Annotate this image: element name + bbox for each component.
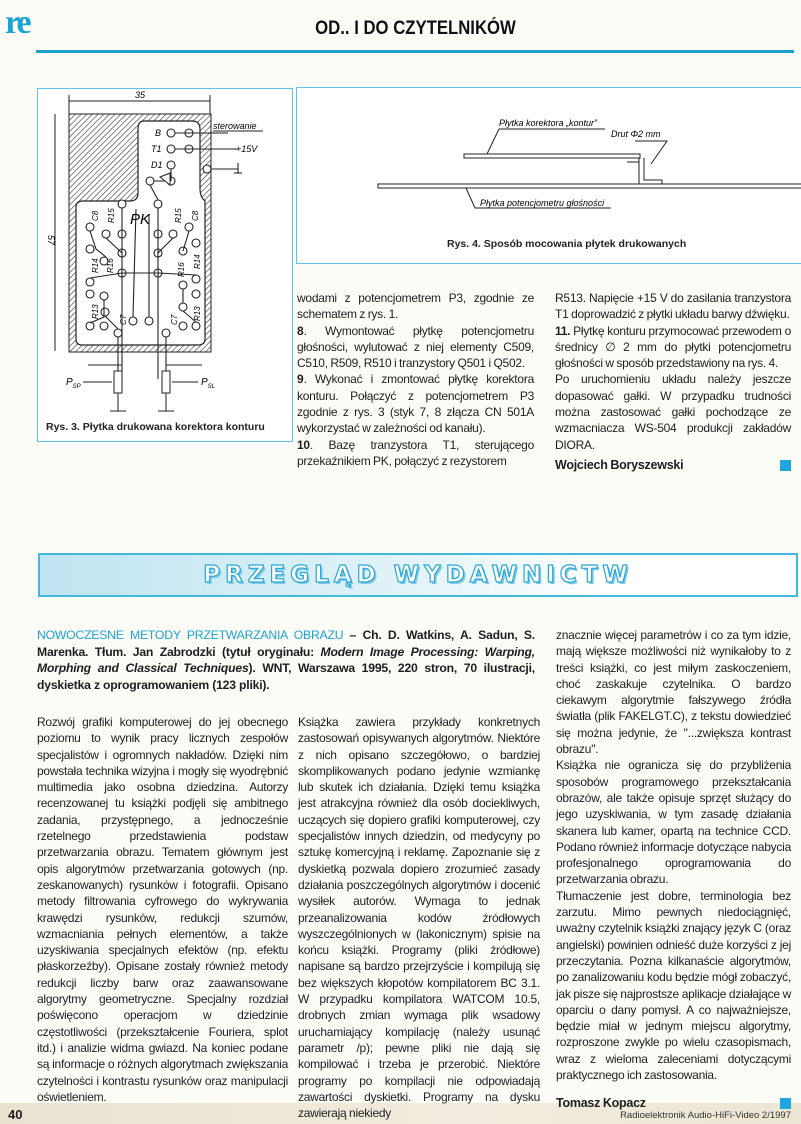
- dim-height-label: 57: [46, 235, 56, 246]
- label-r15-right: R15: [174, 208, 183, 223]
- label-c8-left: C8: [91, 210, 100, 221]
- article1-signature-line: [555, 457, 791, 474]
- section-banner: [38, 553, 798, 597]
- label-b: B: [155, 128, 162, 138]
- paragraph: znacznie więcej parametrów i co za tym idzie, mają większe możliwości niż wynikałoby to z treści książki, co jest miłym zaskoczeniem, choć zaskakuje czytelnika. O bardzo ciekawym algorytmie fałszywego źródła światła (plik FAKELGT.C), z tekstu dowiedzieć się można jedynie, że "...zwiększa kontrast obrazu".: [556, 628, 791, 757]
- label-pot-board: Płytka potencjometru głośności: [480, 198, 605, 208]
- paragraph: R513. Napięcie +15 V do zasilania tranzystora T1 doprowadzić z płytki układu barwy dźwięku.: [555, 291, 791, 322]
- label-c8-right: C8: [191, 210, 200, 221]
- label-c7-left: C7: [119, 314, 128, 325]
- article1-author: Wojciech Boryszewski: [555, 457, 684, 472]
- page-number: 40: [8, 1107, 23, 1122]
- label-sterowanie: sterowanie: [213, 121, 257, 131]
- label-r14-right: R14: [193, 254, 202, 269]
- figure-3-caption: Rys. 3. Płytka drukowana korektora konturu: [46, 421, 265, 433]
- original-title: Modern Image Processing: Warping, Morphing and Classical Techniques: [37, 644, 535, 675]
- label-r16-right: R16: [177, 262, 186, 277]
- review-column-3: [556, 627, 791, 1112]
- review-column-2: [298, 714, 540, 1121]
- figure-4: [296, 87, 801, 264]
- label-t1: T1: [151, 144, 162, 154]
- potentiometers: [83, 365, 202, 411]
- label-c7-right: C7: [170, 314, 179, 325]
- label-psl: $P_{SL}$: [201, 377, 216, 390]
- paragraph: Książka nie ogranicza się do przybliżenia sposobów programowego przekształcania obrazów, ale także opisuje sprzęt służący do jego uzyskiwania, w tym zasadę działania skanera lub kamer, opartą na technice CCD. Podano również informacje dotyczące nabycia profesjonalnego oprogramowania do przetwarzania obrazu.: [556, 758, 791, 887]
- mounting-diagram: [297, 88, 801, 263]
- banner-title: PRZEGLĄD WYDAWNICTW: [203, 562, 633, 588]
- review-author: Tomasz Kopacz: [556, 1096, 646, 1111]
- paragraph: wodami z potencjometrem P3, zgodnie ze schematem z rys. 1.: [297, 291, 534, 322]
- paragraph: Tłumaczenie jest dobre, terminologia bez zarzutu. Mimo pewnych niedociągnięć, uważny czytelnik książki znający język C (oraz angielski) powinien odnieść duże korzyści z jej przeczytania. Pozna kilkanaście algorytmów, po zanalizowaniu kodu będzie mógł zobaczyć, jak pisze się najprostsze aplikacje działające w oparciu o dany pomysł. A co najważniejsze, będzie miał w jednym miejscu algorytmy, rozproszone zwykle po wielu czasopismach, wraz z wieloma zaleceniami dotyczącymi praktycznego ich zastosowania.: [556, 888, 791, 1083]
- label-pk: PK: [130, 211, 151, 228]
- publication-info: Radioelektronik Audio-HiFi-Video 2/1997: [620, 1110, 791, 1121]
- label-r14-left: R14: [91, 258, 100, 273]
- review-column-1: [37, 714, 288, 1105]
- paragraph: Rozwój grafiki komputerowej do jej obecnego poziomu to wynik pracy licznych zespołów specjalistów i ogromnych nakładów. Dzięki nim powstała technika wizyjna i mogły się wyodrębnić multimedia jako osobna dziedzina. Autorzy recenzowanej tu książki podjęli się ambitnego zadania, przystępnego, a jednocześnie rzetelnego przedstawienia podstaw przetwarzania obrazu. Tematem głównym jest opis algorytmów przetwarzania gotowych (np. zeskanowanych) rysunków i fotografii. Opisano metody filtrowania cyfrowego do wykrywania krawędzi rysunków, redukcji szumów, wzmacniania pełnych elementów, a także uzyskiwania specjalnych efektów (np. efektu płaskorzeźby). Opisane zostały również metody redukcji liczby barw oraz zaawansowane algorytmy geometryczne. Specjalny rozdział poświęcono operacjom w dziedzinie częstotliwości (przekształcenie Fouriera, splot itd.) i analizie widma gwiazd. Na koniec podane są informacje o różnych algorytmach zwiększania czytelności i kontrastu rysunków oraz manipulacji oświetleniem.: [37, 715, 288, 1104]
- pcb-diagram: [38, 89, 292, 441]
- header-rule: [36, 50, 794, 53]
- end-mark-square: [780, 1098, 791, 1109]
- label-r16-left: R16: [106, 258, 115, 273]
- article1-column-3: [555, 290, 791, 474]
- end-mark-square: [780, 460, 791, 471]
- figure-4-caption: Rys. 4. Sposób mocowania płytek drukowanych: [447, 238, 687, 250]
- magazine-logo: re: [5, 4, 29, 41]
- wire: [627, 158, 662, 184]
- article1-column-2: [297, 290, 534, 469]
- label-wire: Drut Φ2 mm: [611, 129, 661, 139]
- label-r13-right: R13: [193, 306, 202, 321]
- step-11: 11. Płytkę konturu przymocować przewodem o średnicy ∅ 2 mm do płytki potencjometru głośności w sposób przedstawiony na rys. 4.: [555, 323, 791, 371]
- figure-3: [37, 88, 293, 442]
- label-15v: +15V: [236, 144, 258, 154]
- dim-width-label: 35: [135, 90, 146, 100]
- step-9: 9. Wykonać i zmontować płytkę korektora konturu. Połączyć z potencjometrem P3 zgodnie z rys. 3 (styk 7, 8 złącza CN 501A wykorzystać w zależności od kanału).: [297, 372, 534, 436]
- label-psp: $P_{SP}$: [66, 377, 81, 390]
- paragraph: Książka zawiera przykłady konkretnych zastosowań opisywanych algorytmów. Niektóre z nich opisano szczegółowo, o bardziej skomplikowanych podano jedynie wzmiankę lub skutek ich działania. Dzięki temu książka jest atrakcyjna również dla osób dociekliwych, uczących się dopiero grafiki komputerowej, czy specjalistów innych dziedzin, od medycyny po sztukę komercyjną i reklamę. Zapoznanie się z dyskietką pozwala dopiero zrozumieć zasady działania poszczególnych algorytmów i docenić wysiłek autorów. Wymaga to jednak przeanalizowania kodów źródłowych wyszczególnionych w (lakonicznym) spisie na końcu książki. Programy (pliki źródłowe) napisane są bardzo przejrzyście i kompilują się bez większych kłopotów kompilatorem BC 3.1. W przypadku kompilatora WATCOM 10.5, drobnych zmian wymaga plik wsadowy uruchamiający kompilację (należy usunąć parametr /p); pewne pliki nie dają się kompilować i trzeba je przerobić. Niektóre programy po kompilacji nie odpowiadają zawartości dyskietki. Programy na dysku zawierają niekiedy: [298, 715, 540, 1121]
- label-corrector-board: Płytka korektora „kontur”: [499, 118, 598, 128]
- step-8: 8. Wymontować płytkę potencjometru głośności, wylutować z niej elementy C509, C510, R509, R510 i tranzystory Q501 i Q502.: [297, 323, 534, 371]
- book-title: NOWOCZESNE METODY PRZETWARZANIA OBRAZU: [37, 628, 344, 642]
- label-r13-left: R13: [91, 304, 100, 319]
- corrector-board: [464, 154, 640, 158]
- section-title: OD.. I DO CZYTELNIKÓW: [315, 18, 516, 39]
- label-r15-left: R15: [107, 208, 116, 223]
- label-d1: D1: [151, 160, 163, 170]
- paragraph: Po uruchomieniu układu należy jeszcze dopasować gałki. W przypadku trudności można zastosować gałki pochodzące ze wzmacniacza WS-504 produkcji zakładów DIORA.: [555, 372, 791, 452]
- step-10: 10. Bazę tranzystora T1, sterującego przekaźnikiem PK, połączyć z rezystorem: [297, 437, 534, 468]
- book-citation: NOWOCZESNE METODY PRZETWARZANIA OBRAZU – Ch. D. Watkins, A. Sadun, S. Marenka. Tłum. Jan Zabrodzki (tytuł oryginału: Modern Image Processing: Warping, Morphing and Classical Techniques). WNT, Warszawa 1995, 220 stron, 70 ilustracji, dyskietka z oprogramowaniem (123 pliki).: [37, 628, 535, 692]
- volume-pot-board: [378, 184, 801, 188]
